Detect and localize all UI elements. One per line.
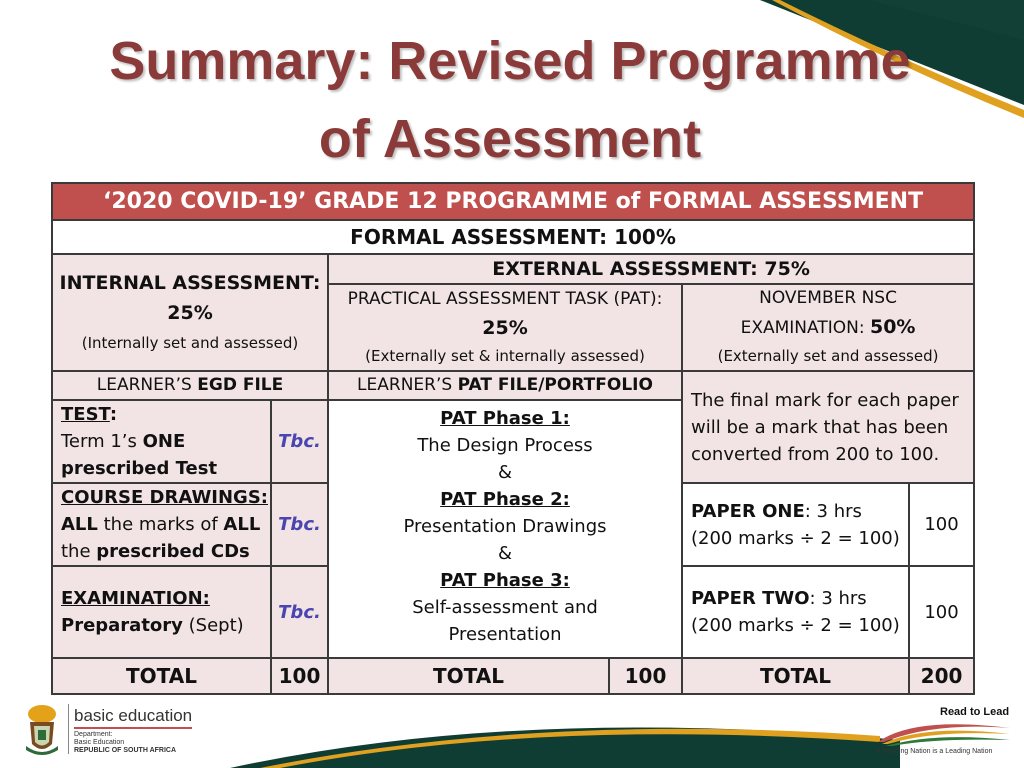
test-l2a: Term 1’s xyxy=(61,431,143,452)
pat-file-cell xyxy=(328,371,682,400)
nsc-line2: EXAMINATION: xyxy=(740,318,870,338)
external-assessment-title: EXTERNAL ASSESSMENT: 75% xyxy=(328,254,974,284)
total-label-pat: TOTAL xyxy=(328,658,609,694)
total-value-internal: 100 xyxy=(271,658,328,694)
paper1-value: 100 xyxy=(909,483,974,566)
phase-amp-2: & xyxy=(497,543,513,564)
exam-heading: EXAMINATION: xyxy=(61,588,210,609)
paper-one-cell xyxy=(682,483,909,566)
egd-prefix: LEARNER’S xyxy=(96,375,198,395)
paper-two-cell xyxy=(682,566,909,658)
drawings-heading: COURSE DRAWINGS: xyxy=(61,487,268,508)
table-header: ‘2020 COVID-19’ GRADE 12 PROGRAMME of FORMAL ASSESSMENT xyxy=(52,183,974,220)
drawings-l2c: ALL xyxy=(223,514,261,535)
dept-line-3: REPUBLIC OF SOUTH AFRICA xyxy=(74,747,177,754)
drawings-l3a: the xyxy=(61,541,97,562)
read-to-lead-logo xyxy=(870,700,1020,762)
test-heading: TEST xyxy=(61,404,110,425)
dept-line-1: Department: xyxy=(74,731,113,738)
nsc-note: (Externally set and assessed) xyxy=(717,347,939,365)
exam-value: Tbc. xyxy=(271,566,328,658)
test-l2b: ONE xyxy=(142,431,186,452)
internal-percent: 25% xyxy=(167,301,213,324)
total-value-nsc: 200 xyxy=(909,658,974,694)
dept-name: basic education xyxy=(74,706,193,725)
phase3-text-1: Self-assessment and xyxy=(412,597,598,618)
phase1-text: The Design Process xyxy=(417,435,593,456)
paper1-dur: : 3 hrs xyxy=(804,500,862,522)
read-to-lead-text: Read to Lead xyxy=(940,706,1010,718)
drawings-l2b: the marks of xyxy=(97,514,224,535)
test-cell xyxy=(52,400,271,483)
paper2-value: 100 xyxy=(909,566,974,658)
paper1-name: PAPER ONE xyxy=(691,500,805,522)
nsc-percent: 50% xyxy=(869,316,916,338)
phase3-heading: PAT Phase 3: xyxy=(440,570,570,591)
phase3-text-2: Presentation xyxy=(448,624,562,645)
test-value: Tbc. xyxy=(271,400,328,483)
pat-note: (Externally set & internally assessed) xyxy=(365,346,645,365)
phase-amp-1: & xyxy=(497,462,513,483)
phase2-heading: PAT Phase 2: xyxy=(440,489,570,510)
patfile-prefix: LEARNER’S xyxy=(357,375,458,395)
phase2-text: Presentation Drawings xyxy=(403,516,607,537)
pat-percent: 25% xyxy=(482,316,528,339)
phase1-heading: PAT Phase 1: xyxy=(440,408,570,429)
pat-phases-cell xyxy=(328,400,682,658)
nsc-line1: NOVEMBER NSC xyxy=(759,288,897,308)
final-mark-note: The final mark for each paper will be a mark that has been converted from 200 to 100. xyxy=(682,371,974,483)
paper1-calc: (200 marks ÷ 2 = 100) xyxy=(691,527,900,549)
internal-assessment-cell xyxy=(52,254,328,371)
book-swoosh-icon xyxy=(874,716,1014,746)
egd-file-cell xyxy=(52,371,328,400)
dept-line-2: Basic Education xyxy=(74,739,125,746)
egd-bold: EGD FILE xyxy=(197,375,284,395)
examination-cell xyxy=(52,566,271,658)
exam-l2b: (Sept) xyxy=(182,615,244,636)
assessment-table xyxy=(51,182,975,695)
drawings-value: Tbc. xyxy=(271,483,328,566)
drawings-l2a: ALL xyxy=(61,514,98,535)
pat-title: PRACTICAL ASSESSMENT TASK (PAT): xyxy=(347,288,663,309)
slogan: A Reading Nation is a Leading Nation xyxy=(876,748,993,755)
coat-of-arms-icon xyxy=(22,702,62,758)
paper2-dur: : 3 hrs xyxy=(809,588,867,609)
total-label-internal: TOTAL xyxy=(52,658,271,694)
patfile-bold: PAT FILE/PORTFOLIO xyxy=(457,375,653,395)
paper2-calc: (200 marks ÷ 2 = 100) xyxy=(691,615,900,636)
test-colon: : xyxy=(109,404,118,425)
slide-title xyxy=(60,22,960,178)
paper2-name: PAPER TWO xyxy=(691,588,810,609)
internal-note: (Internally set and assessed) xyxy=(81,333,299,352)
total-value-pat: 100 xyxy=(609,658,682,694)
dbe-logo xyxy=(22,700,262,760)
exam-l2a: Preparatory xyxy=(61,615,183,636)
internal-title: INTERNAL ASSESSMENT: xyxy=(59,271,321,294)
test-l3: prescribed Test xyxy=(61,458,218,479)
total-label-nsc: TOTAL xyxy=(682,658,909,694)
title-line-1: Summary: Revised Programme xyxy=(109,31,911,91)
course-drawings-cell xyxy=(52,483,271,566)
title-line-2: of Assessment xyxy=(318,109,702,169)
pat-cell xyxy=(328,284,682,371)
drawings-l3b: prescribed CDs xyxy=(96,541,250,562)
formal-assessment-row: FORMAL ASSESSMENT: 100% xyxy=(52,220,974,254)
nsc-cell xyxy=(682,284,974,371)
